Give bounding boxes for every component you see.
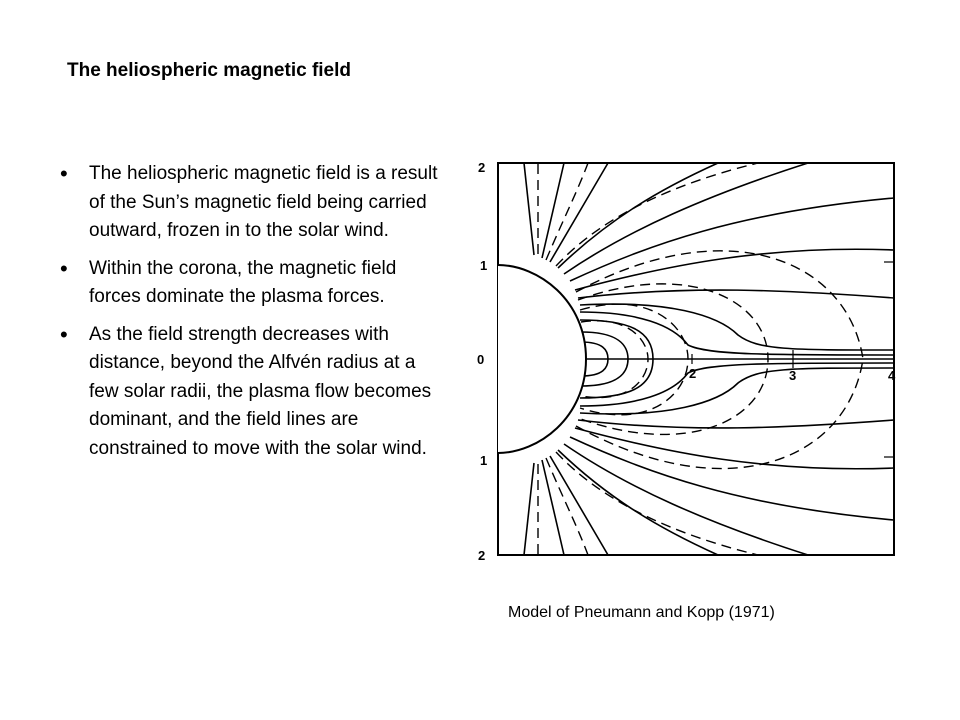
bullet-list — [60, 160, 440, 472]
bullet-item — [60, 160, 440, 246]
y-axis-label: 2 — [478, 160, 486, 175]
sun-limb — [498, 265, 586, 453]
y-axis-label: 1 — [480, 453, 488, 468]
x-axis-label: 2 — [689, 366, 697, 381]
bullet-icon: • — [60, 161, 68, 186]
y-axis-label: 2 — [478, 548, 486, 563]
bullet-item — [60, 321, 440, 464]
bullet-icon: • — [60, 255, 68, 281]
slide-title: The heliospheric magnetic field — [67, 60, 352, 81]
bullet-item — [60, 255, 440, 312]
x-axis-label: 3 — [789, 368, 797, 383]
y-axis-label: 0 — [477, 352, 485, 367]
bullet-icon: • — [60, 321, 68, 347]
magnetic-field-diagram — [468, 150, 908, 580]
figure-caption: Model of Pneumann and Kopp (1971) — [508, 604, 775, 621]
bullet-text: The heliospheric magnetic field is a result of the Sun’s magnetic field being carried outward, frozen in to the solar wind. — [89, 163, 438, 241]
bullet-text: As the field strength decreases with distance, beyond the Alfvén radius at a few solar radii, the plasma flow becomes dominant, and the field lines are constrained to move with the solar wind. — [89, 323, 432, 459]
y-axis-label: 1 — [480, 258, 488, 273]
bullet-text: Within the corona, the magnetic field forces dominate the plasma forces. — [89, 257, 397, 307]
x-axis-label: 4 — [888, 368, 896, 383]
